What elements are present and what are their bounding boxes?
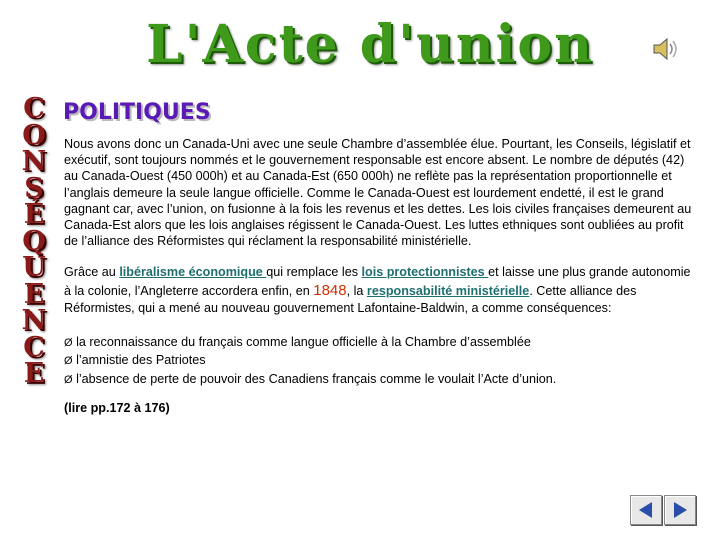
text: qui remplace les xyxy=(266,265,362,280)
arrow-bullet-icon: Ø xyxy=(64,373,73,386)
list-item xyxy=(64,371,698,390)
back-arrow-icon xyxy=(636,501,656,519)
side-letter: C xyxy=(23,93,45,124)
arrow-bullet-icon: Ø xyxy=(64,355,73,368)
side-word-consequence xyxy=(14,93,54,389)
reading-reference: (lire pp.172 à 176) xyxy=(64,401,170,416)
paragraph-2 xyxy=(64,264,698,318)
link-responsabilite-ministerielle[interactable]: responsabilité ministérielle xyxy=(366,283,530,298)
speaker-icon[interactable] xyxy=(650,36,680,62)
back-button[interactable] xyxy=(630,495,662,525)
side-letter: É xyxy=(23,199,45,230)
side-letter: C xyxy=(23,331,45,363)
content-body xyxy=(64,136,698,417)
side-letter: E xyxy=(23,278,45,310)
page-title: L'Acte d'union xyxy=(146,14,594,75)
text: Grâce au xyxy=(64,265,120,280)
list-item-text: l’amnistie des Patriotes xyxy=(76,353,206,368)
side-letter: E xyxy=(23,358,45,389)
link-liberalisme-economique[interactable]: libéralisme économique xyxy=(119,265,267,280)
side-letter: N xyxy=(21,146,47,177)
text: , la xyxy=(346,283,367,298)
side-letter: O xyxy=(22,119,46,151)
side-letter: N xyxy=(21,305,47,336)
text: . Cette alliance des Réformistes, qui a mené au nouveau gouvernement Lafontaine-Baldwin, a comme conséquences: xyxy=(64,283,637,316)
paragraph-1: Nous avons donc un Canada-Uni avec une seule Chambre d’assemblée élue. Pourtant, les Conseils, législatif et exécutif, sont toujours nommés et le gouvernement responsable est encore absent. Le nombre de députés (42) au Canada-Ouest (450 000h) et au Canada-Est (650 000h) ne reflète pas la représentation proportionnelle et l’anglais demeure la seule langue officielle. Comme le Canada-Ouest est lourdement endetté, il est le grand gagnant car, avec l’union, on fusionne à la fois les revenus et les dettes. Les lois civiles françaises demeurent au Canada-Est alors que les lois anglaises régissent le Canada-Ouest. Les luttes ethniques sont oubliées au profit de l’alliance des Réformistes qui réclament la responsabilité ministérielle. xyxy=(64,137,692,249)
side-letter: Q xyxy=(22,225,46,257)
section-heading: POLITIQUES xyxy=(63,100,211,125)
link-lois-protectionnistes[interactable]: lois protectionnistes xyxy=(361,265,489,280)
consequence-list xyxy=(64,334,698,390)
year-highlight: 1848 xyxy=(313,281,347,299)
text: et laisse une plus grande autonomie à la colonie, l’Angleterre accordera enfin, en xyxy=(64,265,691,298)
forward-arrow-icon xyxy=(670,501,690,519)
arrow-bullet-icon: Ø xyxy=(64,336,73,349)
list-item-text: la reconnaissance du français comme langue officielle à la Chambre d’assemblée xyxy=(76,334,531,349)
forward-button[interactable] xyxy=(664,495,696,525)
list-item xyxy=(64,352,698,371)
list-item xyxy=(64,334,698,353)
side-letter: S xyxy=(24,172,44,204)
side-letter: U xyxy=(22,252,46,283)
list-item-text: l’absence de perte de pouvoir des Canadiens français comme le voulait l’Acte d’union. xyxy=(76,371,557,386)
